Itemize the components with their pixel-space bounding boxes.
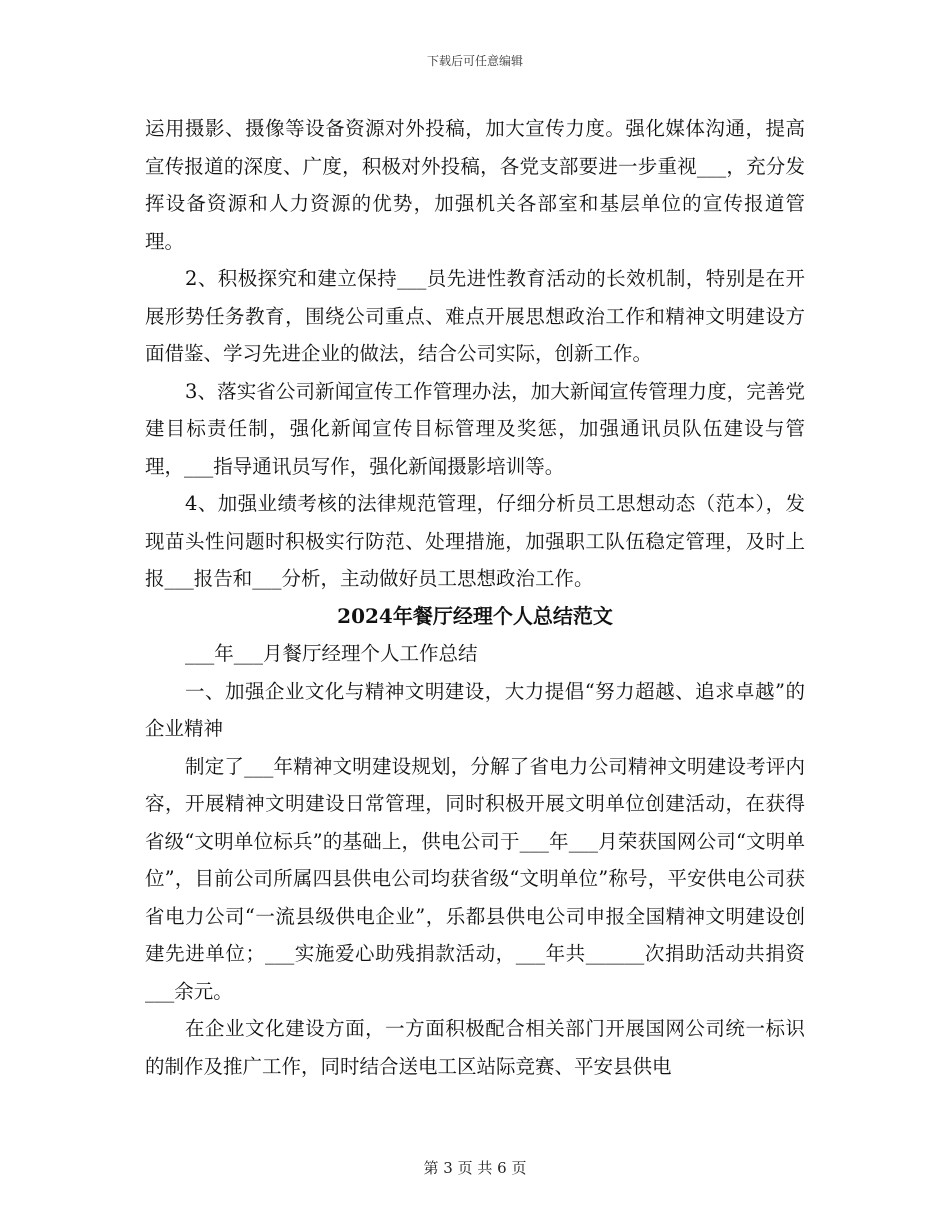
- section-heading: 一、加强企业文化与精神文明建设，大力提倡“努力超越、追求卓越”的企业精神: [145, 679, 805, 740]
- paragraph: 在企业文化建设方面，一方面积极配合相关部门开展国网公司统一标识的制作及推广工作，同时结合送电工区站际竞赛、平安县供电: [145, 1017, 805, 1078]
- paragraph: 4、加强业绩考核的法律规范管理，仔细分析员工思想动态（范本），发现苗头性问题时积极实行防范、处理措施，加强职工队伍稳定管理，及时上报___报告和___分析，主动做好员工思想政治工作。: [145, 492, 805, 590]
- paragraph: 3、落实省公司新闻宣传工作管理办法，加大新闻宣传管理力度，完善党建目标责任制，强化新闻宣传目标管理及奖惩，加强通讯员队伍建设与管理，___指导通讯员写作，强化新闻摄影培训等。: [145, 379, 805, 478]
- paragraph: 制定了___年精神文明建设规划，分解了省电力公司精神文明建设考评内容，开展精神文明建设日常管理，同时积极开展文明单位创建活动，在获得省级“文明单位标兵”的基础上，供电公司于___年___月荣获国网公司“文明单位”，目前公司所属四县供电公司均获省级“文明单位”称号，平安供电公司获省电力公司“一流县级供电企业”，乐都县供电公司申报全国精神文明建设创建先进单位；___实施爱心助残捐款活动，___年共______次捐助活动共捐资___余元。: [145, 754, 805, 1003]
- subtitle: ___年___月餐厅经理个人工作总结: [185, 642, 478, 665]
- paragraph: 2、积极探究和建立保持___员先进性教育活动的长效机制，特别是在开展形势任务教育，围绕公司重点、难点开展思想政治工作和精神文明建设方面借鉴、学习先进企业的做法，结合公司实际，创新工作。: [145, 267, 805, 365]
- page-header: 下载后可任意编辑: [426, 54, 523, 68]
- section-title: 2024年餐厅经理个人总结范文: [337, 603, 613, 628]
- paragraph: 运用摄影、摄像等设备资源对外投稿，加大宣传力度。强化媒体沟通，提高宣传报道的深度、广度，积极对外投稿，各党支部要进一步重视___，充分发挥设备资源和人力资源的优势，加强机关各部室和基层单位的宣传报道管理。: [145, 117, 805, 253]
- page-footer: 第 3 页 共 6 页: [423, 1159, 527, 1177]
- document-body: [145, 110, 805, 1085]
